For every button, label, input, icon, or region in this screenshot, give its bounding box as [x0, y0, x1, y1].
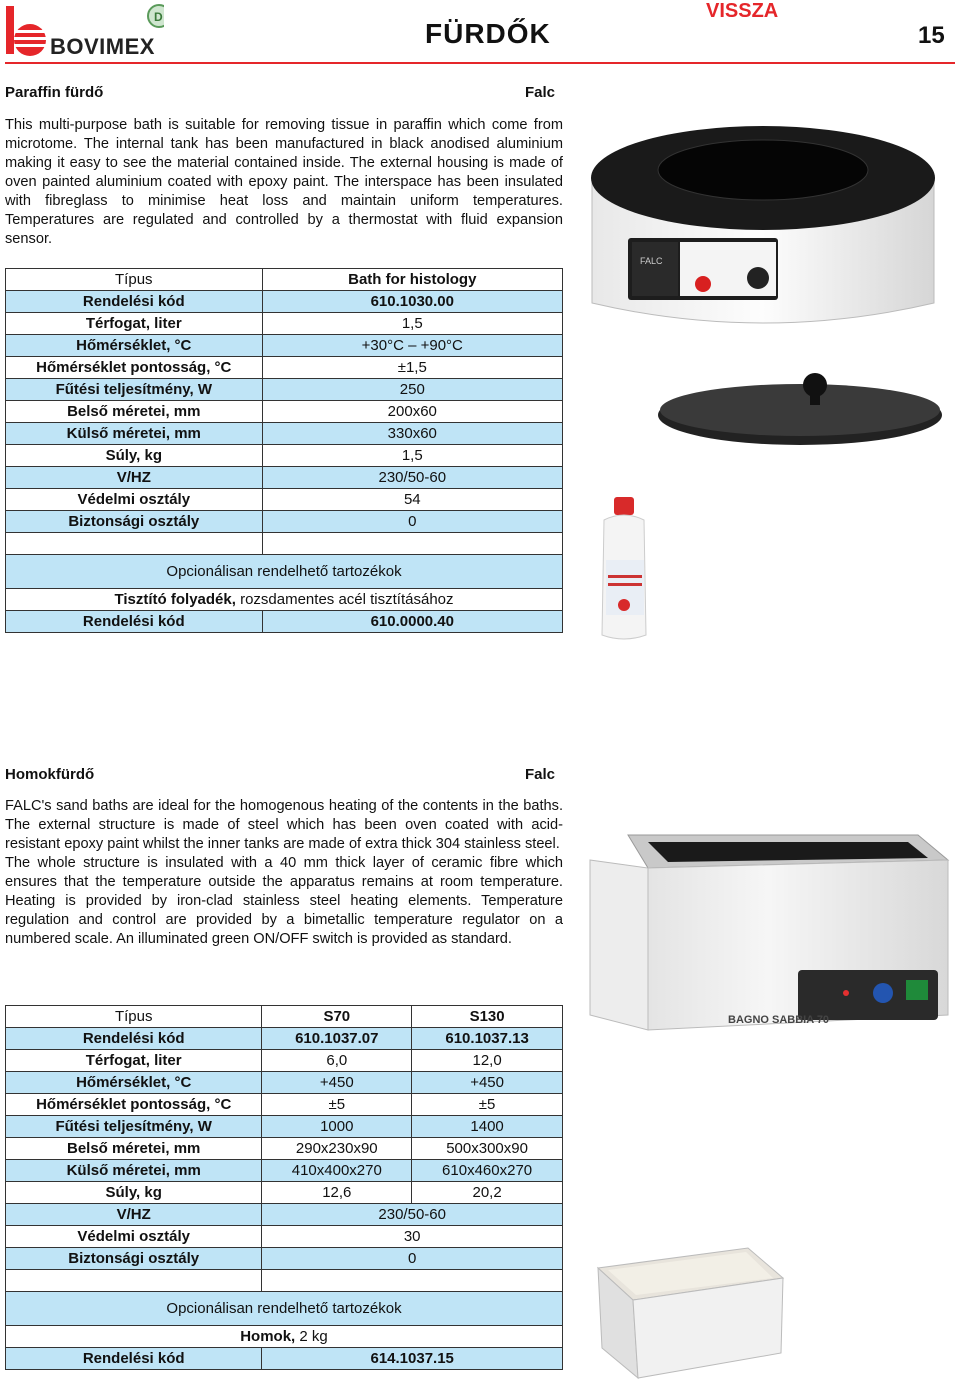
page-title: FÜRDŐK: [425, 18, 551, 49]
table-label: Hőmérséklet, °C: [6, 335, 263, 357]
table-row: [6, 511, 563, 533]
table-row: [6, 1182, 563, 1204]
table-label: Rendelési kód: [6, 1028, 262, 1050]
table-label: Térfogat, liter: [6, 1050, 262, 1072]
table-value: 1,5: [262, 313, 562, 335]
header-divider: [5, 62, 955, 64]
table-label: V/HZ: [6, 1204, 262, 1226]
paraffin-bath-image: [588, 118, 938, 333]
table-empty-cell: [6, 533, 263, 555]
table-row: [6, 379, 563, 401]
sand-bath-label: BAGNO SABBIA 70: [728, 1014, 830, 1026]
table-value: 500x300x90: [412, 1138, 563, 1160]
table-label: Védelmi osztály: [6, 489, 263, 511]
table-header-cell: S130: [412, 1006, 563, 1028]
description-paragraph: The whole structure is insulated with a 40 mm thick layer of ceramic fibre which ensures that the temperature outside the apparatus remains at room temperature. Heating is provided by iron-clad stainless steel heating elements. Temperature regulation and control are provided by a bimetallic temperature regulator on a numbered scale. An illuminated green ON/OFF switch is provided as standard.: [5, 855, 563, 947]
table-value: 330x60: [262, 423, 562, 445]
section-brand-paraffin: Falc: [525, 84, 556, 101]
section-title-sand-bath: Homokfürdő: [5, 766, 95, 783]
svg-text:D: D: [154, 10, 163, 24]
table-row: [6, 1204, 563, 1226]
table-label: Fűtési teljesítmény, W: [6, 379, 263, 401]
accessory-name-bold: Homok,: [240, 1328, 296, 1345]
table-label: Rendelési kód: [6, 1348, 262, 1370]
table-empty-cell: [6, 1270, 262, 1292]
table-header-row: [6, 269, 563, 291]
table-label: Hőmérséklet pontosság, °C: [6, 1094, 262, 1116]
table-label: Belső méretei, mm: [6, 401, 263, 423]
table-header-cell: S70: [262, 1006, 412, 1028]
section-description-paraffin: [5, 116, 563, 249]
sand-container-image: [588, 1238, 788, 1383]
accessory-name-row: [6, 589, 563, 611]
table-row: [6, 401, 563, 423]
table-label: Térfogat, liter: [6, 313, 263, 335]
table-row: [6, 1248, 563, 1270]
description-text: This multi-purpose bath is suitable for removing tissue in paraffin which come from microtome. The internal tank has been manufactured in black anodised aluminium making it easy to see the material contained inside. The external housing is made of oven painted aluminium coated with epoxy paint. The interspace has been insulated with fibreglass to minimise heat loss and maintain uniform temperatures. Temperatures are regulated and controlled by a thermostat with fluid expansion sensor.: [5, 117, 563, 247]
page-number: 15: [918, 22, 945, 49]
table-value: 610.1037.13: [412, 1028, 563, 1050]
table-value: 230/50-60: [262, 467, 562, 489]
section-brand-sand-bath: Falc: [525, 766, 556, 783]
table-row: [6, 489, 563, 511]
table-value: 30: [262, 1226, 563, 1248]
accessory-name-row: [6, 1326, 563, 1348]
table-value: 610.0000.40: [262, 611, 562, 633]
table-value: 230/50-60: [262, 1204, 563, 1226]
table-value: 410x400x270: [262, 1160, 412, 1182]
section-title-paraffin: Paraffin fürdő: [5, 84, 104, 101]
table-row: [6, 1160, 563, 1182]
table-value: 54: [262, 489, 562, 511]
table-header-row: [6, 1006, 563, 1028]
table-label: Fűtési teljesítmény, W: [6, 1116, 262, 1138]
table-row: [6, 1050, 563, 1072]
table-row: [6, 1094, 563, 1116]
table-empty-cell: [262, 1270, 563, 1292]
table-value: 20,2: [412, 1182, 563, 1204]
table-value: 610x460x270: [412, 1160, 563, 1182]
table-label: Rendelési kód: [6, 291, 263, 313]
table-label: Súly, kg: [6, 1182, 262, 1204]
table-value: 200x60: [262, 401, 562, 423]
table-value: 250: [262, 379, 562, 401]
accessories-heading: Opcionálisan rendelhető tartozékok: [6, 555, 563, 589]
table-value: 1400: [412, 1116, 563, 1138]
description-paragraph: FALC's sand baths are ideal for the homogenous heating of the contents in the baths. The external structure is made of steel which has been oven coated with acid-resistant epoxy paint whilst the inner tanks are made of extra thick 304 stainless steel.: [5, 798, 563, 852]
accessories-heading-row: [6, 555, 563, 589]
section-description-sand-bath: [5, 797, 563, 949]
table-value: 0: [262, 511, 562, 533]
table-row: [6, 445, 563, 467]
table-row: [6, 357, 563, 379]
table-label: Rendelési kód: [6, 611, 263, 633]
accessory-name-bold: Tisztító folyadék,: [114, 591, 236, 608]
accessory-code-row: [6, 611, 563, 633]
table-row: [6, 467, 563, 489]
table-row: [6, 1028, 563, 1050]
table-value: +450: [262, 1072, 412, 1094]
accessory-name-rest: rozsdamentes acél tisztításához: [235, 591, 454, 608]
paraffin-bath-lid-image: [655, 365, 945, 450]
accessory-code-row: [6, 1348, 563, 1370]
table-value: 6,0: [262, 1050, 412, 1072]
table-row-empty: [6, 1270, 563, 1292]
table-value: 12,6: [262, 1182, 412, 1204]
table-row: [6, 291, 563, 313]
table-header-cell: Típus: [6, 1006, 262, 1028]
table-value: 614.1037.15: [262, 1348, 563, 1370]
table-value: 1,5: [262, 445, 562, 467]
table-empty-cell: [262, 533, 562, 555]
table-label: V/HZ: [6, 467, 263, 489]
table-value: ±1,5: [262, 357, 562, 379]
table-value: 0: [262, 1248, 563, 1270]
cleaning-liquid-bottle-image: [594, 495, 654, 645]
table-row: [6, 1116, 563, 1138]
table-row: [6, 335, 563, 357]
accessory-name: [6, 589, 563, 611]
table-label: Külső méretei, mm: [6, 423, 263, 445]
accessory-name-rest: 2 kg: [295, 1328, 328, 1345]
table-header-cell: Típus: [6, 269, 263, 291]
table-row: [6, 1072, 563, 1094]
accessory-name: [6, 1326, 563, 1348]
table-row: [6, 313, 563, 335]
paraffin-bath-brand: FALC: [640, 256, 663, 266]
table-value: ±5: [412, 1094, 563, 1116]
table-header-cell: Bath for histology: [262, 269, 562, 291]
back-link[interactable]: VISSZA: [706, 0, 779, 22]
table-value: 12,0: [412, 1050, 563, 1072]
table-label: Súly, kg: [6, 445, 263, 467]
table-value: +30°C – +90°C: [262, 335, 562, 357]
table-value: 610.1037.07: [262, 1028, 412, 1050]
table-value: 1000: [262, 1116, 412, 1138]
table-row-empty: [6, 533, 563, 555]
table-value: 290x230x90: [262, 1138, 412, 1160]
table-label: Biztonsági osztály: [6, 511, 263, 533]
table-label: Védelmi osztály: [6, 1226, 262, 1248]
table-value: ±5: [262, 1094, 412, 1116]
table-value: +450: [412, 1072, 563, 1094]
table-label: Biztonsági osztály: [6, 1248, 262, 1270]
accessories-heading: Opcionálisan rendelhető tartozékok: [6, 1292, 563, 1326]
sand-bath-image: [588, 830, 950, 1045]
table-label: Hőmérséklet pontosság, °C: [6, 357, 263, 379]
table-label: Külső méretei, mm: [6, 1160, 262, 1182]
spec-table-paraffin: [5, 268, 563, 633]
logo-text: BOVIMEX: [50, 34, 155, 59]
table-row: [6, 1226, 563, 1248]
accessories-heading-row: [6, 1292, 563, 1326]
spec-table-sand-bath: [5, 1005, 563, 1370]
table-value: 610.1030.00: [262, 291, 562, 313]
table-label: Hőmérséklet, °C: [6, 1072, 262, 1094]
table-label: Belső méretei, mm: [6, 1138, 262, 1160]
table-row: [6, 1138, 563, 1160]
table-row: [6, 423, 563, 445]
